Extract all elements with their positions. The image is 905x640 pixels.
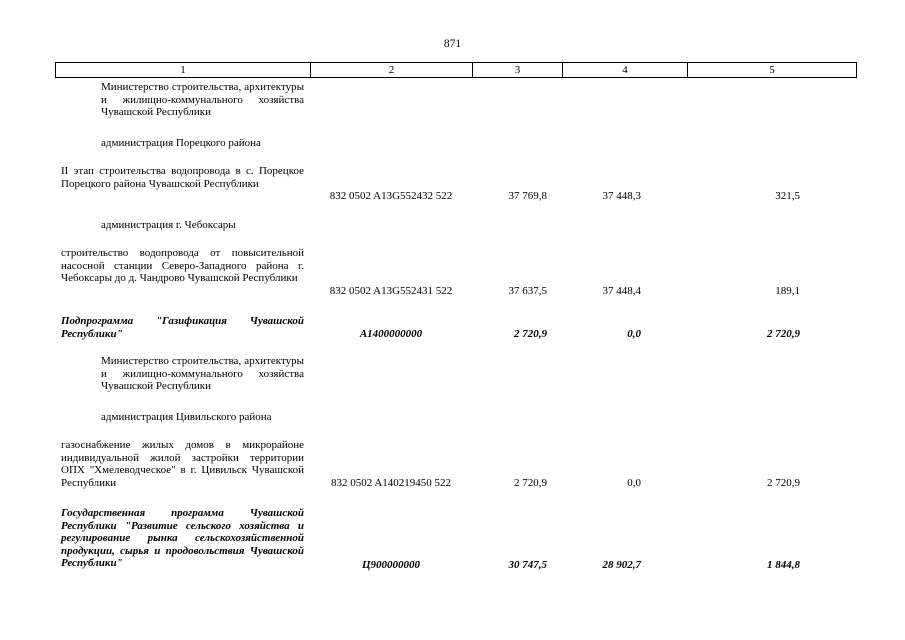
row-value-3: 2 720,9	[514, 477, 547, 489]
row-value-3: 37 637,5	[508, 285, 547, 297]
row-value-3: 37 769,8	[508, 190, 547, 202]
row-code: Ц900000000	[361, 559, 421, 571]
row-value-3: 30 747,5	[508, 559, 547, 571]
row-value-5: 321,5	[775, 190, 800, 202]
row-value-3: 2 720,9	[514, 328, 547, 340]
row-value-4: 37 448,3	[602, 190, 641, 202]
column-header-4: 4	[562, 63, 687, 77]
column-header-1: 1	[55, 63, 310, 77]
row-value-5: 1 844,8	[767, 559, 800, 571]
row-name: администрация Цивильского района	[101, 411, 272, 423]
row-name: Министерство строительства, архитектуры и жилищно-коммунального хозяйства Чувашской Республики	[101, 81, 304, 119]
row-name: администрация г. Чебоксары	[101, 219, 236, 231]
column-header-2: 2	[310, 63, 472, 77]
column-header-3: 3	[472, 63, 562, 77]
row-name: газоснабжение жилых домов в микрорайоне индивидуальной жилой застройки территории ОПХ "Хмелеводческое" в г. Цивильск Чувашской Республики	[61, 439, 304, 489]
row-name: администрация Порецкого района	[101, 137, 261, 149]
row-code: 832 0502 A13G552432 522	[329, 190, 453, 202]
row-value-4: 28 902,7	[602, 559, 641, 571]
row-value-4: 37 448,4	[602, 285, 641, 297]
row-name: Министерство строительства, архитектуры и жилищно-коммунального хозяйства Чувашской Республики	[101, 355, 304, 393]
row-value-5: 2 720,9	[767, 328, 800, 340]
row-name: Подпрограмма "Газификация Чувашской Республики"	[61, 315, 304, 340]
row-value-5: 2 720,9	[767, 477, 800, 489]
row-code: 832 0502 A140219450 522	[330, 477, 452, 489]
row-name: строительство водопровода от повысительной насосной станции Северо-Западного района г. Чебоксары до д. Чандрово Чувашской Республики	[61, 247, 304, 285]
row-code: A1400000000	[359, 328, 423, 340]
column-header-5: 5	[687, 63, 857, 77]
row-value-4: 0,0	[627, 328, 641, 340]
row-value-4: 0,0	[627, 477, 641, 489]
row-code: 832 0502 A13G552431 522	[329, 285, 453, 297]
table-header	[55, 62, 857, 78]
row-value-5: 189,1	[775, 285, 800, 297]
row-name: Государственная программа Чувашской Республики "Развитие сельского хозяйства и регулирование рынка сельскохозяйственной продукции, сырья и продовольствия Чувашской Республики"	[61, 507, 304, 570]
row-name: II этап строительства водопровода в с. Порецкое Порецкого района Чувашской Республики	[61, 165, 304, 190]
page-number: 871	[443, 38, 462, 50]
